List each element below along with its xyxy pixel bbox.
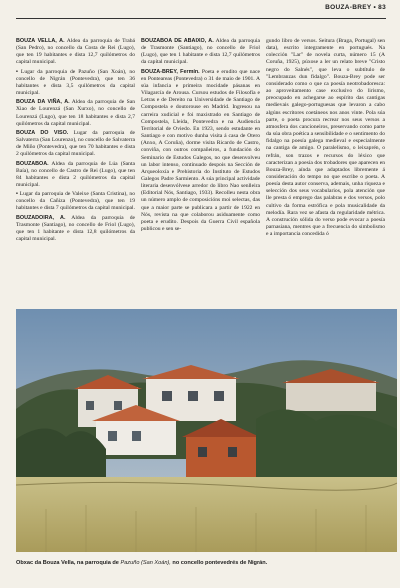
running-title-text: BOUZA-BREY (325, 4, 372, 11)
window (198, 447, 207, 457)
entry (141, 69, 260, 234)
entry-head: BOUZABOA DE ABAIXO, A. (141, 38, 214, 44)
caption-text: Obxac da Bouza Vella, na parroquia de (16, 560, 119, 566)
entry-head: BOUZA DO VISO. (16, 129, 69, 136)
page-number: 83 (378, 4, 386, 11)
entry-body: Poeta e erudito que nace en Ponteareas (Pontevedra) o 31 de maio de 1901. A súa infancia e primeira mocidade pásanas en Vilagarcía de Arousa. Cursou estudos de Filosofía e Letras e de Dereito na Universidade de Santiago de Compostela e doutorouse en Madrid. Ingresou na carreira xudicial e foi maxistrado en Santiago de Compostela, Lleida, Pontevedra e na Audiencia Territorial de Oviedo. En 1923, sendo estudante en Santiago e con motivo dunha visita á casa de Otero (Anxo, A Coruña), dorme visita Ricardo de Castro, conviña, con outros compañeiros, a fundación do Seminario de Estudos Galegos, no que desenvolveu un labor intenso, continuado despois na Sección de Arqueoloxía e Prehistoria do Instituto de Estudos Galegos Padre Sarmiento. A súa principal actividade literaria desenvólvese arredor do libro Nao senlleira (Editorial Nós, Santiago, 1933). Recolleu nesta obra un número amplo de composicións moi selectas, das que a maior parte se publicara a partir de 1922 en Nós, revista na que colaborou asiduamente como poeta e erudito. Despois da Guerra Civil española publicou e sen se- (141, 68, 260, 233)
entry (16, 38, 135, 67)
entry (16, 130, 135, 159)
entry (16, 161, 135, 190)
window (188, 391, 198, 401)
column-1 (16, 38, 135, 306)
field (16, 477, 397, 552)
window (114, 401, 122, 410)
entry-body: Aldea da parroquia de Trabá (San Pedro), no concello da Costa de Rei (Lugo), que ten 19 habitantes e dista 12,7 quilómetros do capital municipal. (16, 38, 135, 66)
entry-head: BOUZABOA. (16, 160, 49, 167)
entry-head: BOUZADOIRA, A. (16, 214, 66, 221)
entry (16, 99, 135, 128)
caption-place: Pazuño (San Xoán), (120, 560, 171, 566)
window (214, 391, 224, 401)
entry (16, 215, 135, 244)
window (228, 447, 237, 457)
entry (141, 38, 260, 67)
entry-bullet: • (16, 191, 18, 198)
village-photo (16, 309, 397, 552)
window (86, 401, 94, 410)
entry-head: BOUZA DA VIÑA, A. (16, 99, 70, 106)
window (108, 431, 117, 441)
text-columns (16, 38, 386, 306)
entry-body: Lugar da parroquia de Valeixe (Santa Cristina), no concello da Cañiza (Pontevedra), que ten 19 habitantes e dista 7 quilómetros da capital municipal. (16, 191, 135, 212)
entry-body: Lugar da parroquia de Pazuño (San Xoán), no concello de Nigrán (Pontevedra), que ten 36 habitantes e dista 3,5 quilómetros da capital municipal. (16, 68, 135, 97)
entry-body: Aldea da parroquia de Lúa (Santa Baía), no concello de Castro de Rei (Lugo), que ten 84 habitantes e dista 2 quilómetros da capital municipal. (16, 160, 136, 188)
entry-body: Aldea da parroquia de San Xiao de Lourenzá (San Xurxo), no concello de Lourenzá (Lugo), que ten 18 habitantes e dista 2,7 quilómetros da capital municipal. (16, 99, 135, 127)
window (162, 391, 172, 401)
column-2 (141, 38, 260, 306)
entry-body: Aldea da parroquia de Trasmonte (Santiago), no concello de Friol (Lugo), que ten 1 habitante e dista 12,8 quilómetros da capital municipal. (16, 214, 135, 243)
entry-body: gundo libro de versos. Seitura (Braga, Portugal) sen data), escrito integramente en portugués. Na colección "Lar" de novela curta, número 15 (A Coruña, 1925), púxose a ler un relato breve "Cristo negro do Salnés", que leva o subtítulo de "Lembranzas dun fidalgo". Bouza-Brey pode ser considerado como o que ca poesía neotrobadoresca: ao aproveitamento case exclusivo do lirismo, preocupado en achegarse ao espírito das cantigas medievais galego-portuguesas que levaron a cabo algúns escritores coetáneos nos anos vinte. Pola súa parte, o poeta procura recrear nos seus versos a atmosfera dos cancioneiros, preservando como parte da súa obra poética a sensibilidade e o sentimento do fidalgo na poesía galega medieval e especialmente na cantiga de amigo. O paralelismo, o leixaprén, o refrán, son trazos e recursos do léxico que caracterizan a poesía dos trobadores que aparecen en Bouza-Brey, aínda que adaptados libremente á consideración do tempo no que escribe o poeta. A poesía desta autor conserva, ademais, unha riqueza e selección dos seus vocabularios, pola atención que lle presta ó emprego das palabras e dos versos, polo cultivo da forma estrófica e pola musicalidade da melodía. Rara vez se afasta da regularidade métrica. A construción sólida do verso pode evocar a poesía parnasiana, mentres que a frecuencia do simbolismo e a importancia concedida ó (266, 38, 385, 238)
brick-house (186, 435, 256, 483)
entry-head: BOUZA-BREY, Fermín. (141, 68, 200, 75)
entry (266, 38, 385, 238)
separator-bullet: • (373, 4, 377, 11)
entry-head: BOUZA VELLA, A. (16, 38, 65, 44)
running-title (325, 4, 386, 11)
entry-body: Lugar da parroquia de Salvaterra (San Lourenzo), no concello de Salvaterra de Miño (Pontevedra), que ten 70 habitantes e dista 2 quilómetros da capital municipal. (16, 129, 135, 158)
entry (16, 191, 135, 212)
entry-body: Aldea da parroquia de Trasmonte (Santiago), no concello de Friol (Lugo), que ten 1 habitante e dista 12,7 quilómetros da capital municipal. (141, 38, 260, 66)
header-rule (16, 18, 386, 19)
entry-bullet: • (16, 68, 18, 75)
column-3 (266, 38, 385, 306)
running-head (0, 4, 400, 16)
house-right (286, 381, 376, 411)
window (132, 431, 141, 441)
entry (16, 69, 135, 98)
caption-end: no concello pontevedrés de Nigrán. (172, 560, 268, 566)
landscape-illustration (16, 309, 397, 552)
photo-caption (16, 560, 386, 566)
